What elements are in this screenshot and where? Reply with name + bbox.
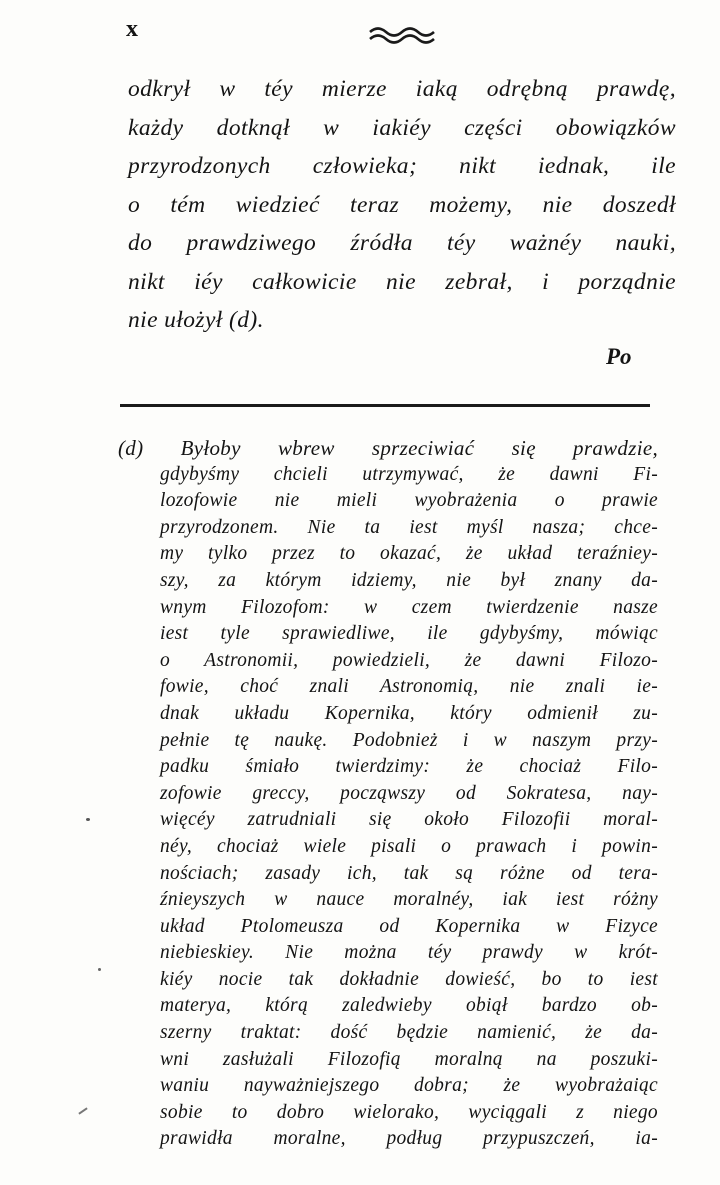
footnote-line: niebieskiey. Nie można téy prawdy w krót- [160, 942, 658, 964]
text-line: o tém wiedzieć teraz możemy, nie doszedł [128, 191, 676, 218]
page-folio: x [126, 16, 138, 42]
footnote-line: kiéy nocie tak dokładnie dowieść, bo to iest [160, 968, 658, 990]
footnote-line: przyrodzonem. Nie ta iest myśl nasza; chce- [160, 516, 658, 538]
footnote-line: fowie, choć znali Astronomią, nie znali ie- [160, 676, 658, 698]
footnote-line: padku śmiało twierdzimy: że chociaż Filo- [160, 756, 658, 778]
footnote-line: dnak układu Kopernika, który odmienił zu- [160, 702, 658, 724]
text-line: nie ułożył (d). [128, 307, 264, 333]
footnote-line: więcéy zatrudniali się około Filozofii moral- [160, 809, 658, 831]
text-line: odkrył w téy mierze iaką odrębną prawdę, [128, 76, 676, 102]
footnote-line: iest tyle sprawiedliwe, ile gdybyśmy, mówiąc [160, 623, 658, 645]
footnote-line: (d) Byłoby wbrew sprzeciwiać się prawdzie, [118, 436, 658, 460]
footnote-line: lozofowie nie mieli wyobrażenia o prawie [160, 490, 658, 512]
footnote-line: materya, którą zaledwieby obiął bardzo ob- [160, 995, 658, 1017]
footnote-line: układ Ptolomeusza od Kopernika w Fizyce [160, 915, 658, 937]
wavy-ornament-icon [368, 24, 438, 46]
footnote-line: szerny traktat: dość będzie namienić, że da- [160, 1022, 658, 1044]
footnote-line: szy, za którym idziemy, nie był znany da- [160, 569, 658, 591]
footnote-line: pełnie tę naukę. Podobnież i w naszym przy- [160, 729, 658, 751]
footnote-line: my tylko przez to okazać, że układ teraźniey- [160, 543, 658, 565]
footnote-rule [120, 404, 650, 407]
ink-speck [98, 968, 101, 971]
main-text [128, 70, 676, 340]
footnote-line: waniu nayważniejszego dobra; że wyobrażaiąc [160, 1075, 658, 1097]
ink-speck [78, 1107, 87, 1114]
footnote-line: néy, chociaż wiele pisali o prawach i powin- [160, 835, 658, 857]
footnote-line: wni zasłużali Filozofią moralną na poszuki- [160, 1048, 658, 1070]
footnote-line: wnym Filozofom: w czem twierdzenie nasze [160, 596, 658, 618]
footnote-line: gdybyśmy chcieli utrzymywać, że dawni Fi- [160, 463, 658, 485]
catchword: Po [606, 344, 632, 369]
footnote-line: źnieyszych w nauce moralnéy, iak iest różny [160, 889, 658, 911]
footnote-line: o Astronomii, powiedzieli, że dawni Filozo- [160, 649, 658, 671]
footnote-line: prawidła moralne, podług przypuszczeń, ia- [160, 1128, 658, 1150]
text-line: przyrodzonych człowieka; nikt iednak, ile [128, 153, 676, 179]
footnote-line: zofowie greccy, począwszy od Sokratesa, nay- [160, 782, 658, 804]
ink-speck [86, 818, 90, 821]
footnote-line: nościach; zasady ich, tak są różne od tera- [160, 862, 658, 884]
footnote-line: sobie to dobro wielorako, wyciągali z niego [160, 1101, 658, 1123]
text-line: nikt iéy całkowicie nie zebrał, i porządnie [128, 268, 676, 295]
footnote [118, 435, 658, 1153]
text-line: do prawdziwego źródła téy ważnéy nauki, [128, 230, 676, 256]
text-line: każdy dotknął w iakiéy części obowiązków [128, 114, 676, 141]
